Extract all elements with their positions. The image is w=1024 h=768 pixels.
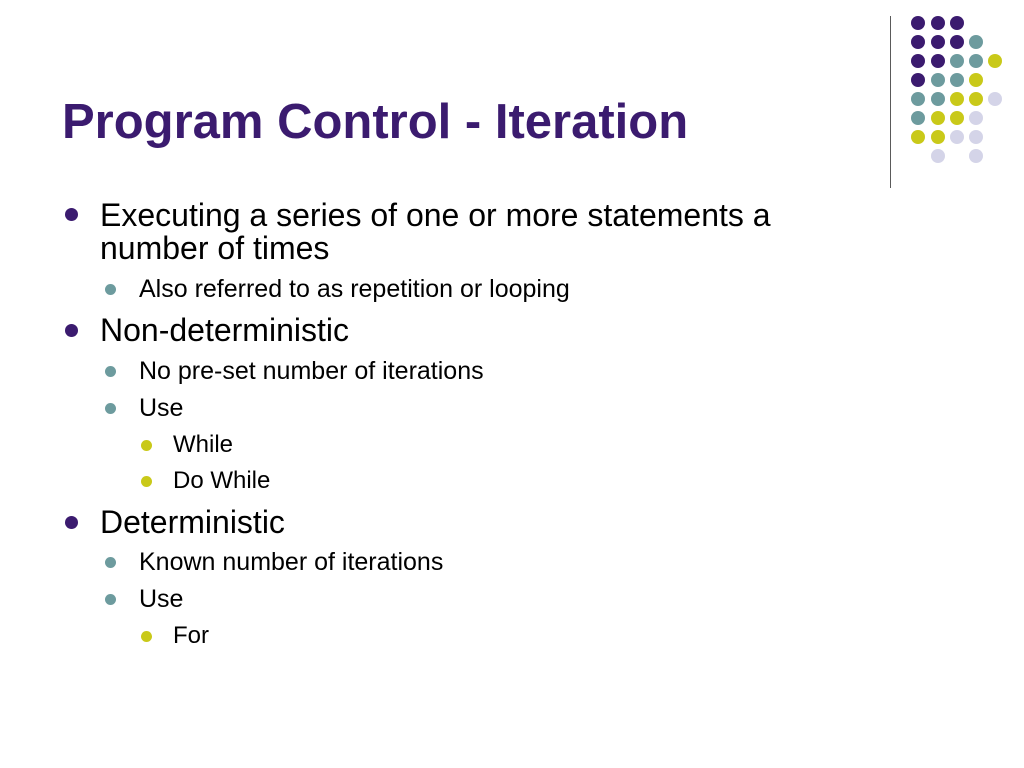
decor-dot [950,16,964,30]
decor-dot [911,92,925,106]
decor-dot [931,73,945,87]
level2-bullet-icon [105,284,116,295]
decor-dot [969,111,983,125]
decor-dot [969,35,983,49]
decor-dot [969,54,983,68]
level2-bullet-icon [105,366,116,377]
decor-dot [931,54,945,68]
bullet-text: Executing a series of one or more statements a [100,197,771,233]
level2-bullet-icon [105,557,116,568]
decor-dot [969,73,983,87]
bullet-text: Non-deterministic [100,312,349,348]
slide-title: Program Control - Iteration [62,95,689,149]
decor-dot [969,149,983,163]
decor-dot [988,54,1002,68]
sub-bullet-text: Use [139,585,184,613]
bullet-text-continuation: number of times [100,230,330,266]
level3-bullet-icon [141,440,152,451]
level3-bullet-icon [141,631,152,642]
decor-dot [950,35,964,49]
decor-dot [911,111,925,125]
sub-bullet-text: Use [139,394,184,422]
decor-dot [911,130,925,144]
decor-dot [911,16,925,30]
decor-dot [950,73,964,87]
sub-sub-bullet-text: For [173,622,209,649]
decor-dot [988,92,1002,106]
decor-dot [931,92,945,106]
level3-bullet-icon [141,476,152,487]
decor-dot [969,130,983,144]
sub-sub-bullet-text: Do While [173,467,271,494]
decor-dot [931,16,945,30]
title-divider-line [890,16,891,188]
level2-bullet-icon [105,594,116,605]
decor-dot [950,111,964,125]
level1-bullet-icon [65,516,78,529]
sub-bullet-text: Also referred to as repetition or looping [139,275,570,303]
decor-dot [950,130,964,144]
decor-dot [931,35,945,49]
decor-dot [911,35,925,49]
decor-dot [931,130,945,144]
decor-dot [969,92,983,106]
decor-dot [931,149,945,163]
sub-bullet-text: No pre-set number of iterations [139,357,484,385]
sub-sub-bullet-text: While [173,431,234,458]
decor-dot [931,111,945,125]
decor-dot [950,92,964,106]
level2-bullet-icon [105,403,116,414]
level1-bullet-icon [65,324,78,337]
decor-dot [911,54,925,68]
decor-dot [911,73,925,87]
sub-bullet-text: Known number of iterations [139,548,444,576]
decor-dot [950,54,964,68]
level1-bullet-icon [65,208,78,221]
bullet-text: Deterministic [100,504,285,540]
